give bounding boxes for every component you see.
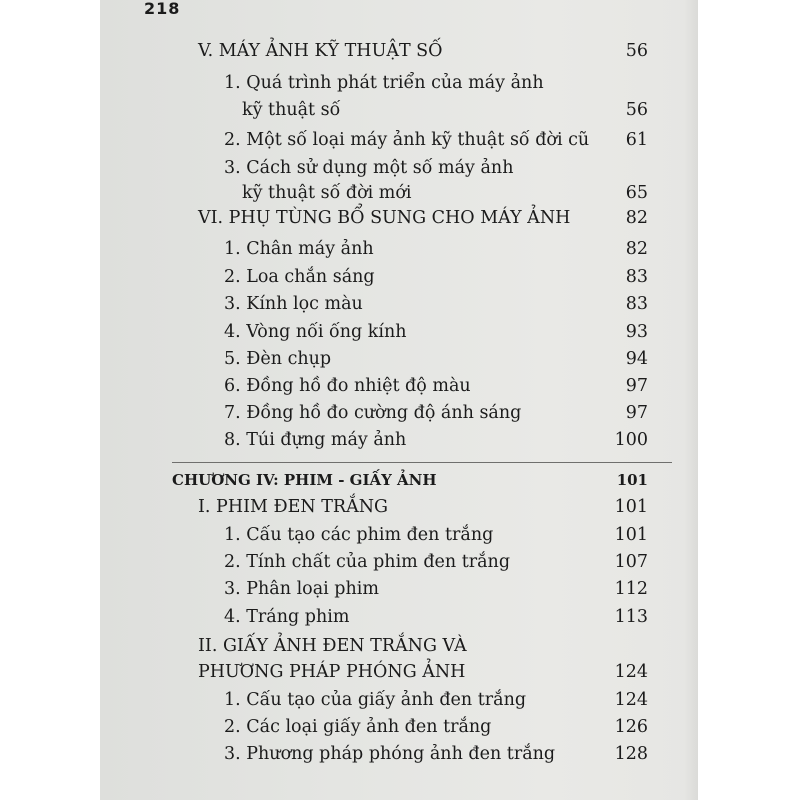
- toc-entry-page: 97: [625, 376, 648, 396]
- toc-entry-page: 101: [616, 471, 648, 489]
- toc-entry-title: kỹ thuật số: [242, 100, 341, 120]
- toc-entry-page: 65: [625, 183, 648, 203]
- toc-entry-title: CHƯƠNG IV: PHIM - GIẤY ẢNH: [172, 471, 437, 489]
- toc-entry-title: 2. Loa chắn sáng: [224, 267, 375, 287]
- toc-entry-title: 4. Tráng phim: [224, 607, 350, 627]
- toc-entry-page: 82: [625, 208, 648, 228]
- toc-entry-page: 126: [614, 717, 648, 737]
- toc-entry-page: 82: [625, 239, 648, 259]
- toc-entry-title: 3. Kính lọc màu: [224, 294, 363, 314]
- toc-entry-title: VI. PHỤ TÙNG BỔ SUNG CHO MÁY ẢNH: [198, 208, 571, 228]
- toc-entry-page: 83: [625, 267, 648, 287]
- toc-entry-page: 113: [614, 607, 648, 627]
- toc-entry-title: 1. Chân máy ảnh: [224, 239, 374, 259]
- toc-entry-title: 5. Đèn chụp: [224, 349, 332, 369]
- toc-entry-title: PHƯƠNG PHÁP PHÓNG ẢNH: [198, 662, 466, 682]
- toc-entry-page: 61: [625, 130, 648, 150]
- page-number: 218: [144, 0, 181, 18]
- toc-entry-page: 101: [614, 525, 648, 545]
- toc-entry-title: 2. Tính chất của phim đen trắng: [224, 552, 511, 572]
- toc-entry-title: 1. Cấu tạo các phim đen trắng: [224, 525, 494, 545]
- toc-entry-page: 124: [614, 690, 648, 710]
- toc-entry-title: V. MÁY ẢNH KỸ THUẬT SỐ: [198, 41, 443, 61]
- toc-entry-title: 3. Cách sử dụng một số máy ảnh: [224, 158, 514, 178]
- toc-entry-title: 1. Quá trình phát triển của máy ảnh: [224, 73, 544, 93]
- toc-entry-page: 100: [614, 430, 648, 450]
- toc-entry-title: 7. Đồng hồ đo cường độ ánh sáng: [224, 403, 522, 423]
- toc-entry-title: 2. Một số loại máy ảnh kỹ thuật số đời cũ: [224, 130, 590, 150]
- toc-entry-title: 2. Các loại giấy ảnh đen trắng: [224, 717, 492, 737]
- toc-entry-page: 94: [625, 349, 648, 369]
- toc-entry-title: I. PHIM ĐEN TRẮNG: [198, 497, 389, 517]
- book-page: [100, 0, 698, 800]
- background-right: [698, 0, 800, 800]
- toc-entry-page: 112: [614, 579, 648, 599]
- background-left: [0, 0, 100, 800]
- toc-entry-page: 93: [625, 322, 648, 342]
- toc-entry-page: 83: [625, 294, 648, 314]
- toc-entry-page: 107: [614, 552, 648, 572]
- toc-entry-title: 3. Phương pháp phóng ảnh đen trắng: [224, 744, 556, 764]
- toc-entry-title: kỹ thuật số đời mới: [242, 183, 412, 203]
- toc-entry-title: 4. Vòng nối ống kính: [224, 322, 407, 342]
- toc-entry-page: 124: [614, 662, 648, 682]
- toc-entry-page: 56: [625, 100, 648, 120]
- toc-entry-title: 8. Túi đựng máy ảnh: [224, 430, 407, 450]
- toc-entry-page: 128: [614, 744, 648, 764]
- toc-entry-title: II. GIẤY ẢNH ĐEN TRẮNG VÀ: [198, 636, 467, 656]
- toc-entry-title: 6. Đồng hồ đo nhiệt độ màu: [224, 376, 471, 396]
- toc-entry-title: 3. Phân loại phim: [224, 579, 379, 599]
- toc-entry-title: 1. Cấu tạo của giấy ảnh đen trắng: [224, 690, 527, 710]
- toc-entry-page: 56: [625, 41, 648, 61]
- toc-entry-page: 101: [614, 497, 648, 517]
- toc-entry-page: 97: [625, 403, 648, 423]
- chapter-divider: [172, 462, 672, 463]
